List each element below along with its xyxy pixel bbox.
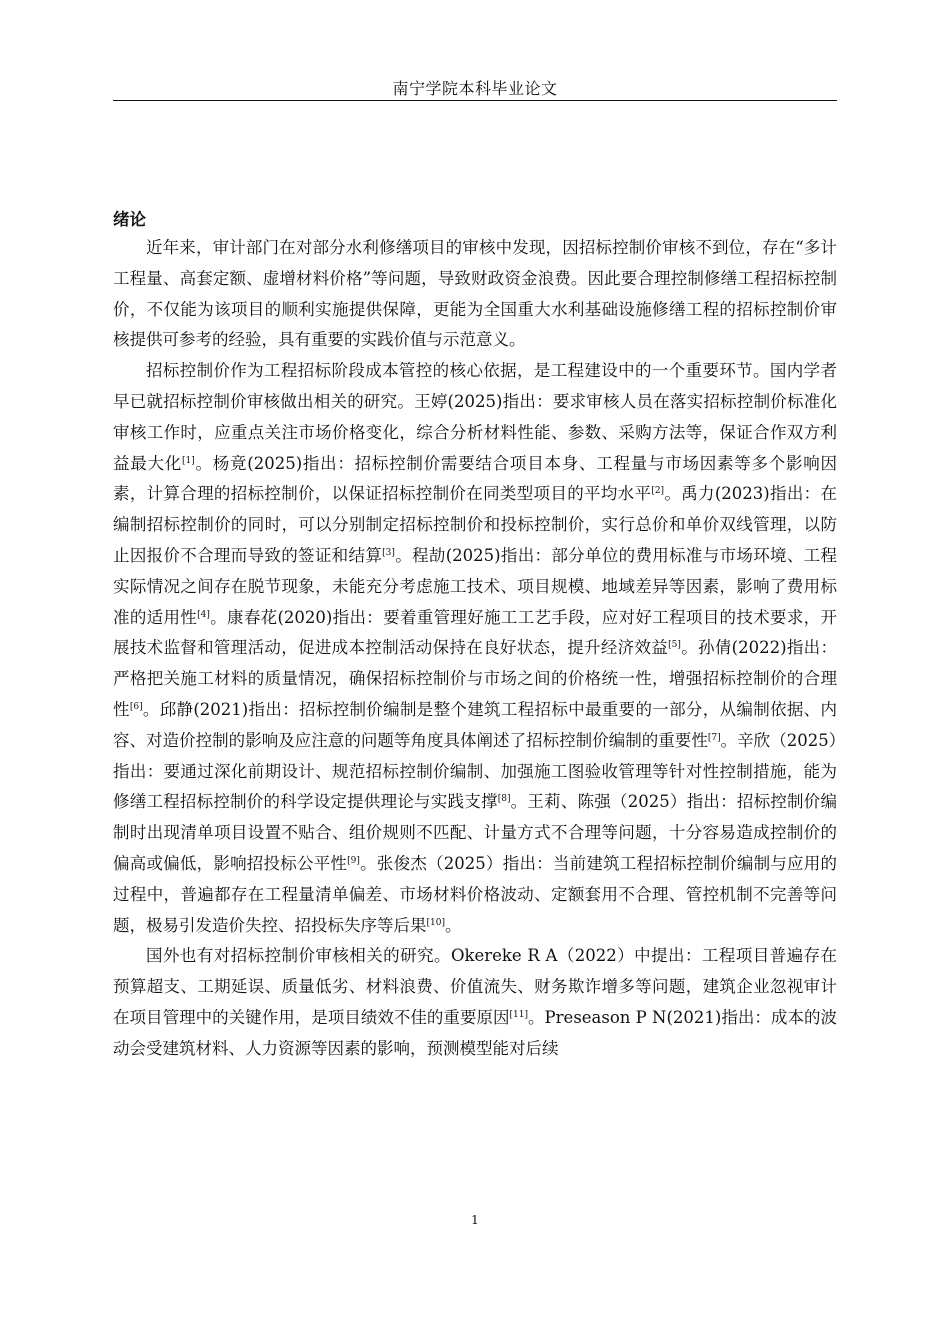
paragraph xyxy=(113,233,837,356)
page-number: 1 xyxy=(471,1213,479,1227)
paragraph-text: 。康春花(2020)指出：要着重管理好施工工艺手段，应对好工程项目的技术要求，开展技术监督和管理活动，促进成本控制活动保持在良好状态，提升经济效益 xyxy=(113,607,837,658)
paragraph-text: 。禹力(2023)指出：在编制招标控制价的同时，可以分别制定招标控制价和投标控制价，实行总价和单价双线管理，以防止因报价不合理而导致的签证和结算 xyxy=(113,484,838,565)
citation-ref: [8] xyxy=(497,794,511,805)
running-header: 南宁学院本科毕业论文 xyxy=(392,79,558,98)
paragraph-text: 。王莉、陈强（2025）指出：招标控制价编制时出现清单项目设置不贴合、组价规则不匹配、计量方式不合理等问题，十分容易造成控制价的偏高或偏低，影响招投标公平性 xyxy=(113,792,838,873)
paragraph-text: 。辛欣（2025）指出：要通过深化前期设计、规范招标控制价编制、加强施工图验收管理等针对性控制措施，能为修缮工程招标控制价的科学设定提供理论与实践支撑 xyxy=(113,730,837,812)
citation-ref: [9] xyxy=(347,855,360,866)
citation-ref: [10] xyxy=(426,917,445,928)
paragraph-text: 。张俊杰（2025）指出：当前建筑工程招标控制价编制与应用的过程中，普遍都存在工程量清单偏差、市场材料价格波动、定额套用不合理、管控机制不完善等问题，极易引发造价失控、招投标失序等后果 xyxy=(113,853,838,935)
paragraph-text: 国外也有对招标控制价审核相关的研究。Okereke R A（2022）中提出：工程项目普遍存在预算超支、工期延误、质量低劣、材料浪费、价值流失、财务欺诈增多等问题，建筑企业忽视审计在项目管理中的关键作用，是项目绩效不佳的重要原因 xyxy=(113,946,837,1027)
citation-ref: [4] xyxy=(197,609,210,620)
body-text xyxy=(113,233,837,1065)
paragraph xyxy=(113,356,837,941)
paragraph-text: 。邱静(2021)指出：招标控制价编制是整个建筑工程招标中最重要的一部分，从编制依据、内容、对造价控制的影响及应注意的问题等角度具体阐述了招标控制价编制的重要性 xyxy=(113,699,837,750)
citation-ref: [7] xyxy=(707,732,721,743)
paragraph xyxy=(113,941,837,1064)
paragraph-text: 。孙倩(2022)指出：严格把关施工材料的质量情况，确保招标控制价与市场之间的价格统一性，增强招标控制价的合理性 xyxy=(113,638,837,719)
section-heading: 绪论 xyxy=(113,210,146,229)
paragraph-text: 近年来，审计部门在对部分水利修缮项目的审核中发现，因招标控制价审核不到位，存在“多计工程量、高套定额、虚增材料价格”等问题，导致财政资金浪费。因此要合理控制修缮工程招标控制价，不仅能为该项目的顺利实施提供保障，更能为全国重大水利基础设施修缮工程的招标控制价审核提供可参考的经验，具有重要的实践价值与示范意义。 xyxy=(113,238,837,350)
header-rule xyxy=(113,100,837,101)
paragraph-text: 。Preseason P N(2021)指出：成本的波动会受建筑材料、人力资源等因素的影响，预测模型能对后续 xyxy=(113,1007,838,1058)
paragraph-text: 招标控制价作为工程招标阶段成本管控的核心依据，是工程建设中的一个重要环节。国内学者早已就招标控制价审核做出相关的研究。王婷(2025)指出：要求审核人员在落实招标控制价标准化审核工作时，应重点关注市场价格变化，综合分析材料性能、参数、采购方法等，保证合作双方利益最大化 xyxy=(113,361,837,473)
citation-ref: [3] xyxy=(382,547,395,558)
citation-ref: [5] xyxy=(668,640,681,651)
citation-ref: [2] xyxy=(651,486,665,497)
paragraph-text: 。杨竟(2025)指出：招标控制价需要结合项目本身、工程量与市场因素等多个影响因素，计算合理的招标控制价，以保证招标控制价在同类型项目的平均水平 xyxy=(113,453,837,504)
paragraph-text: 。 xyxy=(444,915,462,935)
citation-ref: [11] xyxy=(509,1009,529,1020)
citation-ref: [1] xyxy=(182,455,195,466)
citation-ref: [6] xyxy=(129,701,143,712)
paragraph-text: 。程劼(2025)指出：部分单位的费用标准与市场环境、工程实际情况之间存在脱节现象，未能充分考虑施工技术、项目规模、地域差异等因素，影响了费用标准的适用性 xyxy=(113,545,837,627)
